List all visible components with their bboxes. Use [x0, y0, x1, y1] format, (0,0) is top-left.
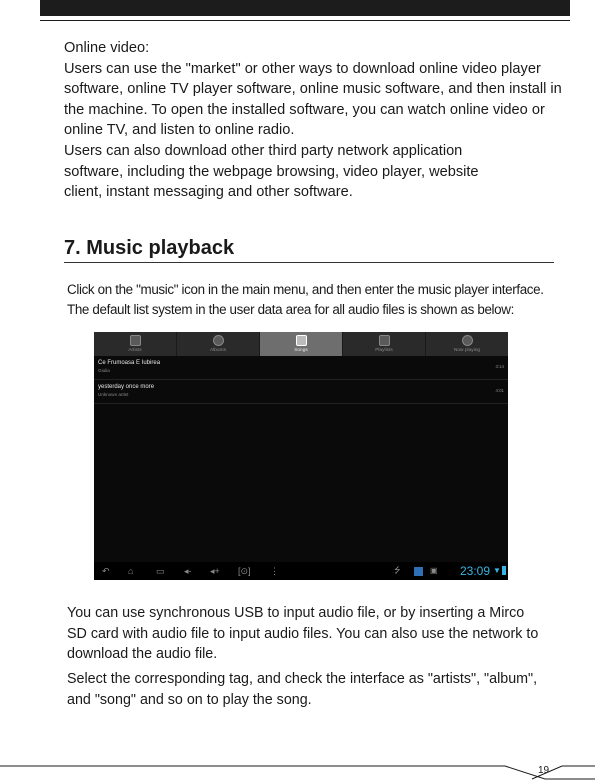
tab-label: Artists — [128, 348, 142, 353]
body-line: Select the corresponding tag, and check the interface as "artists", "album", — [67, 671, 538, 687]
mic-icon — [130, 335, 141, 346]
intro-line: Users can use the "market" or other ways to download online video player — [64, 60, 541, 77]
song-title: yesterday once more — [98, 384, 155, 390]
tab-playlists[interactable] — [343, 332, 426, 356]
tab-albums[interactable] — [177, 332, 260, 356]
volume-up-icon[interactable]: ◂+ — [210, 566, 220, 576]
section-line: Click on the "music" icon in the main menu, and then enter the music player interface. — [67, 282, 544, 297]
volume-down-icon[interactable]: ◂- — [184, 566, 192, 576]
page-number: 19 — [538, 765, 550, 776]
intro-line: Users can also download other third party network application — [64, 142, 463, 159]
intro-line: online TV, and listen to online radio. — [64, 122, 295, 139]
select-paragraph — [67, 669, 567, 710]
footer-decoration — [0, 755, 595, 783]
song-duration: 3:14 — [495, 364, 504, 369]
screenshot-icon[interactable]: [⊙] — [238, 566, 251, 576]
music-player-screenshot — [94, 332, 508, 580]
music-tab-bar — [94, 332, 508, 356]
header-bar — [40, 0, 570, 16]
song-row[interactable] — [94, 380, 508, 404]
intro-paragraph — [64, 38, 564, 203]
body-line: SD card with audio file to input audio files. You can also use the network to — [67, 625, 539, 642]
now-playing-icon — [462, 335, 473, 346]
home-icon[interactable]: ⌂ — [128, 566, 134, 576]
section-paragraph — [67, 280, 567, 320]
intro-line: software, online TV player software, online music software, and then install in — [64, 81, 562, 98]
usb-paragraph — [67, 603, 567, 665]
tab-label: Songs — [294, 348, 308, 353]
recent-apps-icon[interactable]: ▭ — [156, 566, 165, 576]
section-title: 7. Music playback — [64, 235, 554, 263]
song-artist: Giulia — [98, 368, 110, 373]
song-list — [94, 356, 508, 404]
tab-songs[interactable] — [260, 332, 343, 356]
music-note-icon — [296, 335, 307, 346]
tab-label: Albums — [210, 348, 226, 353]
song-duration: 4:01 — [495, 388, 504, 393]
battery-icon — [502, 566, 506, 575]
body-line: download the audio file. — [67, 646, 218, 662]
wifi-icon: ▼ — [493, 566, 501, 575]
system-nav-bar — [94, 562, 508, 580]
disc-icon — [213, 335, 224, 346]
menu-icon[interactable]: ⋮ — [270, 566, 279, 576]
tab-label: Now playing — [453, 348, 481, 353]
status-clock: 23:09 — [459, 564, 490, 578]
song-artist: Unknown artist — [98, 392, 129, 397]
intro-line: software, including the webpage browsing, video player, website — [64, 163, 479, 180]
body-line: You can use synchronous USB to input audio file, or by inserting a Mirco — [67, 605, 525, 621]
song-row[interactable] — [94, 356, 508, 380]
tab-artists[interactable] — [94, 332, 177, 356]
intro-heading: Online video: — [64, 40, 150, 56]
header-rule — [40, 20, 570, 21]
section-line: The default list system in the user data area for all audio files is shown as below: — [67, 302, 514, 317]
song-title: Ce Frumoasa E Iubirea — [98, 360, 161, 366]
intro-line: the machine. To open the installed software, you can watch online video or — [64, 101, 545, 118]
intro-line: client, instant messaging and other software. — [64, 184, 353, 201]
list-icon — [379, 335, 390, 346]
back-icon[interactable]: ↶ — [102, 566, 110, 576]
tab-label: Playlists — [375, 348, 393, 353]
notification-icon — [414, 567, 423, 576]
body-line: and "song" and so on to play the song. — [67, 691, 312, 708]
android-icon: ▣ — [430, 566, 438, 575]
usb-icon: ⭍ — [394, 566, 401, 575]
tab-now-playing[interactable] — [426, 332, 508, 356]
